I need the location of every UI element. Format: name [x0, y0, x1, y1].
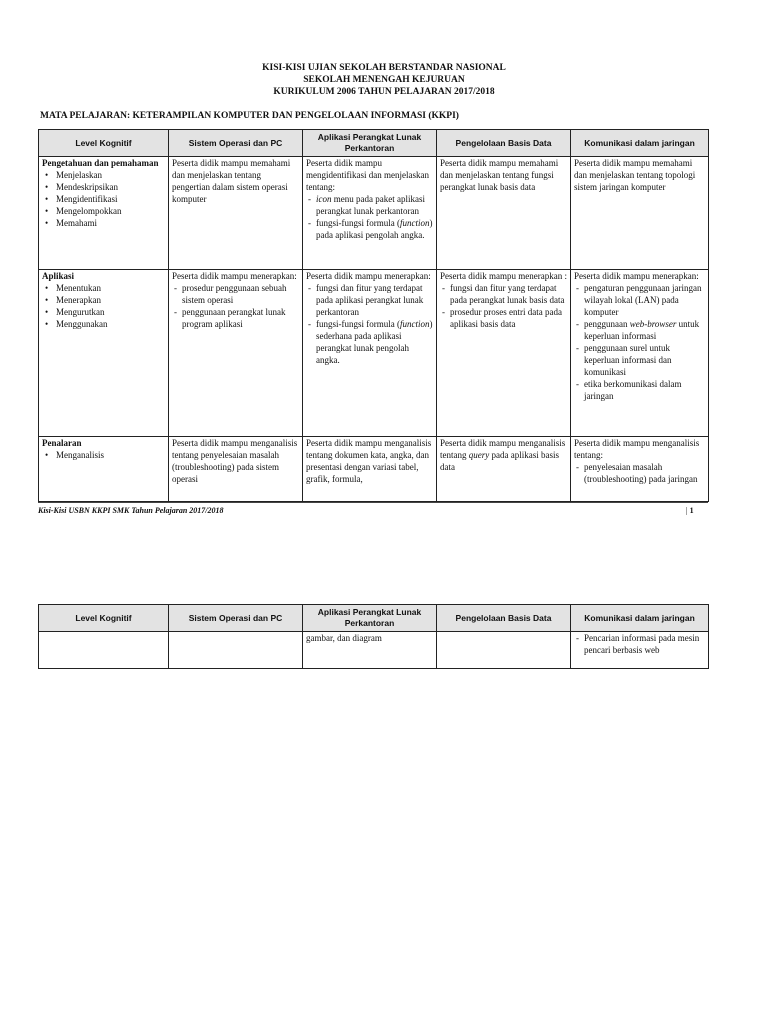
cell-komunikasi: Peserta didik mampu memahami dan menjelaskan tentang topologi sistem jaringan komputer: [571, 157, 709, 270]
cell-sistem-operasi: Peserta didik mampu menganalisis tentang penyelesaian masalah (troubleshooting) pada sistem operasi: [169, 437, 303, 502]
bullet-item: • Menggunakan: [56, 318, 165, 330]
cell-komunikasi: [571, 632, 709, 669]
cell-intro: Peserta didik mampu menganalisis tentang:: [574, 438, 700, 460]
bullet-item: • Memahami: [56, 217, 165, 229]
col-header-basis-data: Pengelolaan Basis Data: [437, 605, 571, 632]
bullet-item: • Menganalisis: [56, 449, 165, 461]
level-bullets: [42, 169, 165, 229]
cell-sistem-operasi: [169, 632, 303, 669]
cell-intro: Peserta didik mampu menerapkan :: [440, 271, 567, 281]
doc-title-line-3: KURIKULUM 2006 TAHUN PELAJARAN 2017/2018: [273, 87, 495, 97]
col-header-sistem-operasi: Sistem Operasi dan PC: [169, 130, 303, 157]
footer-text: Kisi-Kisi USBN KKPI SMK Tahun Pelajaran 2017/2018: [38, 506, 224, 515]
cell-intro: Peserta didik mampu menerapkan:: [574, 271, 699, 281]
level-cell: [39, 157, 169, 270]
cell-sistem-operasi: Peserta didik mampu memahami dan menjelaskan tentang pengertian dalam sistem operasi komputer: [169, 157, 303, 270]
cell-basis-data: Peserta didik mampu menganalisis tentang query pada aplikasi basis data: [437, 437, 571, 502]
list-item: - etika berkomunikasi dalam jaringan: [584, 378, 705, 402]
kisi-table-page-2: [38, 604, 709, 669]
italic-term: web-browser: [629, 319, 677, 329]
cell-aplikasi: [303, 157, 437, 270]
cell-intro: Peserta didik mampu mengidentifikasi dan menjelaskan tentang:: [306, 158, 429, 192]
level-bullets: [42, 449, 165, 461]
level-name: Penalaran: [42, 438, 82, 448]
col-header-level: Level Kognitif: [39, 605, 169, 632]
bullet-item: • Mengidentifikasi: [56, 193, 165, 205]
cell-aplikasi: gambar, dan diagram: [303, 632, 437, 669]
kisi-table-page-1: [38, 129, 709, 502]
bullet-item: • Menjelaskan: [56, 169, 165, 181]
italic-term: function: [399, 319, 430, 329]
cell-basis-data: [437, 270, 571, 437]
table-row: [39, 437, 709, 502]
doc-title-line-1: KISI-KISI UJIAN SEKOLAH BERSTANDAR NASIONAL: [262, 63, 506, 73]
col-header-komunikasi: Komunikasi dalam jaringan: [571, 605, 709, 632]
page-number: | 1: [686, 506, 694, 515]
col-header-aplikasi: Aplikasi Perangkat Lunak Perkantoran: [303, 605, 437, 632]
bullet-item: • Mengurutkan: [56, 306, 165, 318]
cell-intro: Peserta didik mampu menerapkan:: [306, 271, 431, 281]
list-item: - Pencarian informasi pada mesin pencari berbasis web: [584, 632, 705, 656]
table-row: [39, 270, 709, 437]
col-header-level: Level Kognitif: [39, 130, 169, 157]
subject-heading: MATA PELAJARAN: KETERAMPILAN KOMPUTER DAN PENGELOLAAN INFORMASI (KKPI): [40, 111, 459, 121]
bullet-item: • Mendeskripsikan: [56, 181, 165, 193]
list-item: - prosedur proses entri data pada aplikasi basis data: [450, 306, 567, 330]
list-item: - fungsi-fungsi formula (function) pada aplikasi pengolah angka.: [316, 217, 433, 241]
footer-rule: [38, 502, 708, 503]
dash-list: [574, 282, 705, 402]
italic-term: query: [468, 450, 490, 460]
col-header-basis-data: Pengelolaan Basis Data: [437, 130, 571, 157]
italic-term: icon: [316, 194, 332, 204]
bullet-item: • Menerapkan: [56, 294, 165, 306]
level-cell: [39, 632, 169, 669]
list-item: - fungsi dan fitur yang terdapat pada aplikasi perangkat lunak perkantoran: [316, 282, 433, 318]
list-item: - prosedur penggunaan sebuah sistem operasi: [182, 282, 299, 306]
cell-aplikasi: [303, 270, 437, 437]
dash-list: [172, 282, 299, 330]
cell-intro: Peserta didik mampu menerapkan:: [172, 271, 297, 281]
col-header-aplikasi: Aplikasi Perangkat Lunak Perkantoran: [303, 130, 437, 157]
list-item: - penggunaan perangkat lunak program aplikasi: [182, 306, 299, 330]
list-item: - pengaturan penggunaan jaringan wilayah lokal (LAN) pada komputer: [584, 282, 705, 318]
cell-aplikasi: Peserta didik mampu menganalisis tentang dokumen kata, angka, dan presentasi dengan variasi tabel, grafik, formula,: [303, 437, 437, 502]
list-item: - penggunaan surel untuk keperluan informasi dan komunikasi: [584, 342, 705, 378]
list-item: - fungsi-fungsi formula (function) sederhana pada aplikasi perangkat lunak pengolah angka.: [316, 318, 433, 366]
bullet-item: • Mengelompokkan: [56, 205, 165, 217]
list-item: - penyelesaian masalah (troubleshooting) pada jaringan: [584, 461, 705, 485]
dash-list: [574, 461, 705, 485]
list-item: - fungsi dan fitur yang terdapat pada perangkat lunak basis data: [450, 282, 567, 306]
level-name: Aplikasi: [42, 271, 75, 281]
dash-list: [440, 282, 567, 330]
level-cell: [39, 437, 169, 502]
col-header-komunikasi: Komunikasi dalam jaringan: [571, 130, 709, 157]
dash-list: [306, 282, 433, 366]
col-header-sistem-operasi: Sistem Operasi dan PC: [169, 605, 303, 632]
list-item: - penggunaan web-browser untuk keperluan informasi: [584, 318, 705, 342]
level-bullets: [42, 282, 165, 330]
table-row: [39, 157, 709, 270]
dash-list: [574, 632, 705, 656]
italic-term: function: [399, 218, 430, 228]
cell-basis-data: Peserta didik mampu memahami dan menjelaskan tentang fungsi perangkat lunak basis data: [437, 157, 571, 270]
cell-basis-data: [437, 632, 571, 669]
cell-komunikasi: [571, 270, 709, 437]
level-name: Pengetahuan dan pemahaman: [42, 158, 159, 168]
bullet-item: • Menentukan: [56, 282, 165, 294]
cell-komunikasi: [571, 437, 709, 502]
level-cell: [39, 270, 169, 437]
list-item: - icon menu pada paket aplikasi perangkat lunak perkantoran: [316, 193, 433, 217]
doc-title-line-2: SEKOLAH MENENGAH KEJURUAN: [303, 75, 465, 85]
table-row: [39, 632, 709, 669]
cell-sistem-operasi: [169, 270, 303, 437]
dash-list: [306, 193, 433, 241]
